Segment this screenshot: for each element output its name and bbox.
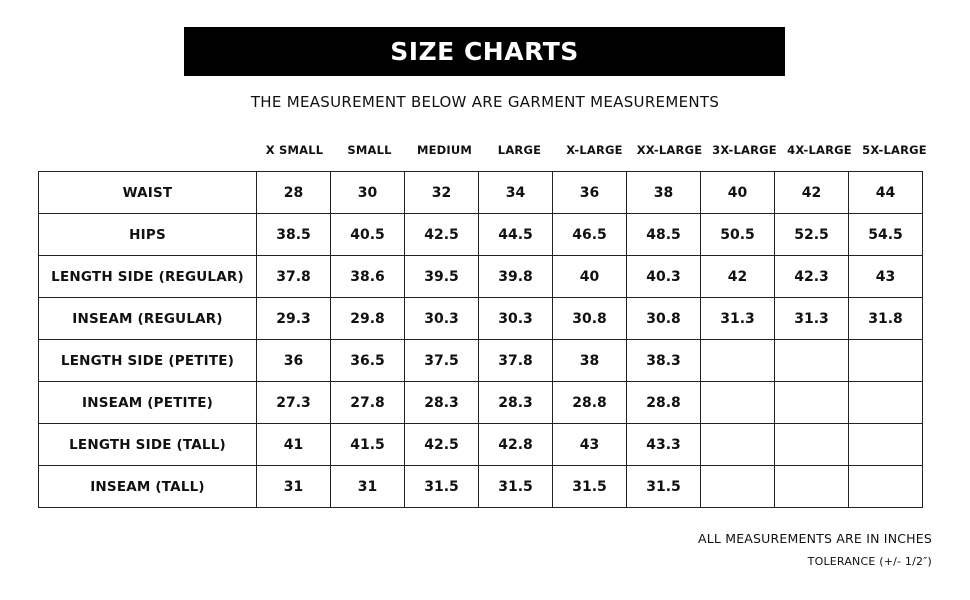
measurement-cell: 38.3 bbox=[627, 340, 701, 382]
measurement-cell: 38 bbox=[553, 340, 627, 382]
measurement-cell: 42.3 bbox=[775, 256, 849, 298]
measurement-cell: 43 bbox=[849, 256, 923, 298]
measurement-cell: 40.5 bbox=[331, 214, 405, 256]
measurement-cell bbox=[701, 466, 775, 508]
size-header: 5X-LARGE bbox=[862, 143, 927, 157]
measurement-cell: 36.5 bbox=[331, 340, 405, 382]
measurement-cell: 31.3 bbox=[701, 298, 775, 340]
measurement-cell: 41.5 bbox=[331, 424, 405, 466]
measurement-cell bbox=[849, 340, 923, 382]
measurement-cell bbox=[775, 382, 849, 424]
title-text: SIZE CHARTS bbox=[390, 37, 579, 66]
measurement-cell: 44.5 bbox=[479, 214, 553, 256]
measurement-cell: 43 bbox=[553, 424, 627, 466]
measurement-cell: 48.5 bbox=[627, 214, 701, 256]
measurement-cell: 31.5 bbox=[627, 466, 701, 508]
measurement-cell: 38 bbox=[627, 172, 701, 214]
measurement-cell: 28 bbox=[257, 172, 331, 214]
size-charts-title bbox=[184, 27, 785, 76]
measurement-cell: 42 bbox=[775, 172, 849, 214]
measurement-cell: 28.8 bbox=[553, 382, 627, 424]
measurement-cell: 43.3 bbox=[627, 424, 701, 466]
measurement-cell bbox=[775, 466, 849, 508]
measurement-cell: 42.8 bbox=[479, 424, 553, 466]
measurement-cell bbox=[701, 424, 775, 466]
measurement-cell bbox=[775, 424, 849, 466]
row-label: LENGTH SIDE (REGULAR) bbox=[39, 256, 257, 298]
measurement-cell bbox=[775, 340, 849, 382]
measurement-cell: 27.3 bbox=[257, 382, 331, 424]
measurement-cell: 37.5 bbox=[405, 340, 479, 382]
measurement-cell: 38.5 bbox=[257, 214, 331, 256]
measurement-cell: 31.3 bbox=[775, 298, 849, 340]
units-note: ALL MEASUREMENTS ARE IN INCHES bbox=[697, 531, 932, 546]
subtitle: THE MEASUREMENT BELOW ARE GARMENT MEASUREMENTS bbox=[250, 93, 720, 111]
row-label: HIPS bbox=[39, 214, 257, 256]
measurement-cell: 50.5 bbox=[701, 214, 775, 256]
measurement-cell: 28.8 bbox=[627, 382, 701, 424]
measurement-cell: 44 bbox=[849, 172, 923, 214]
row-label: LENGTH SIDE (TALL) bbox=[39, 424, 257, 466]
table-row bbox=[39, 256, 923, 298]
measurement-cell: 28.3 bbox=[479, 382, 553, 424]
measurement-cell: 40 bbox=[553, 256, 627, 298]
tolerance-note: TOLERANCE (+/- 1/2″) bbox=[807, 555, 932, 568]
measurement-cell: 34 bbox=[479, 172, 553, 214]
measurement-cell: 36 bbox=[553, 172, 627, 214]
measurement-cell: 40 bbox=[701, 172, 775, 214]
size-header: XX-LARGE bbox=[636, 143, 703, 157]
measurement-cell: 42.5 bbox=[405, 214, 479, 256]
size-header: X-LARGE bbox=[566, 143, 623, 157]
measurement-cell: 38.6 bbox=[331, 256, 405, 298]
measurement-cell: 31.5 bbox=[479, 466, 553, 508]
measurement-cell: 41 bbox=[257, 424, 331, 466]
table-row bbox=[39, 466, 923, 508]
measurement-cell: 54.5 bbox=[849, 214, 923, 256]
row-label: LENGTH SIDE (PETITE) bbox=[39, 340, 257, 382]
measurement-cell bbox=[701, 382, 775, 424]
measurement-cell: 31 bbox=[257, 466, 331, 508]
measurement-cell: 30.8 bbox=[627, 298, 701, 340]
row-label: INSEAM (TALL) bbox=[39, 466, 257, 508]
measurement-cell bbox=[701, 340, 775, 382]
measurement-cell: 40.3 bbox=[627, 256, 701, 298]
measurement-cell: 29.8 bbox=[331, 298, 405, 340]
row-label: INSEAM (REGULAR) bbox=[39, 298, 257, 340]
size-table bbox=[38, 171, 923, 508]
measurement-cell: 37.8 bbox=[479, 340, 553, 382]
measurement-cell: 29.3 bbox=[257, 298, 331, 340]
measurement-cell: 31.5 bbox=[405, 466, 479, 508]
row-label: INSEAM (PETITE) bbox=[39, 382, 257, 424]
size-header: LARGE bbox=[497, 143, 542, 157]
measurement-cell: 30 bbox=[331, 172, 405, 214]
measurement-cell bbox=[849, 382, 923, 424]
measurement-cell: 42 bbox=[701, 256, 775, 298]
measurement-cell: 27.8 bbox=[331, 382, 405, 424]
table-row bbox=[39, 214, 923, 256]
measurement-cell bbox=[849, 466, 923, 508]
row-label: WAIST bbox=[39, 172, 257, 214]
table-row bbox=[39, 424, 923, 466]
size-header: 4X-LARGE bbox=[787, 143, 852, 157]
measurement-cell: 31.5 bbox=[553, 466, 627, 508]
table-row bbox=[39, 382, 923, 424]
size-header: 3X-LARGE bbox=[712, 143, 777, 157]
measurement-cell: 52.5 bbox=[775, 214, 849, 256]
table-row bbox=[39, 340, 923, 382]
measurement-cell: 30.3 bbox=[479, 298, 553, 340]
size-column-headers bbox=[257, 143, 932, 161]
measurement-cell: 39.5 bbox=[405, 256, 479, 298]
measurement-cell: 31 bbox=[331, 466, 405, 508]
measurement-cell: 37.8 bbox=[257, 256, 331, 298]
measurement-cell bbox=[849, 424, 923, 466]
measurement-cell: 30.3 bbox=[405, 298, 479, 340]
measurement-cell: 32 bbox=[405, 172, 479, 214]
measurement-cell: 39.8 bbox=[479, 256, 553, 298]
measurement-cell: 30.8 bbox=[553, 298, 627, 340]
measurement-cell: 36 bbox=[257, 340, 331, 382]
size-header: SMALL bbox=[347, 143, 392, 157]
table-row bbox=[39, 298, 923, 340]
measurement-cell: 46.5 bbox=[553, 214, 627, 256]
measurement-cell: 28.3 bbox=[405, 382, 479, 424]
table-row bbox=[39, 172, 923, 214]
size-header: MEDIUM bbox=[416, 143, 473, 157]
measurement-cell: 31.8 bbox=[849, 298, 923, 340]
size-header: X SMALL bbox=[265, 143, 324, 157]
measurement-cell: 42.5 bbox=[405, 424, 479, 466]
